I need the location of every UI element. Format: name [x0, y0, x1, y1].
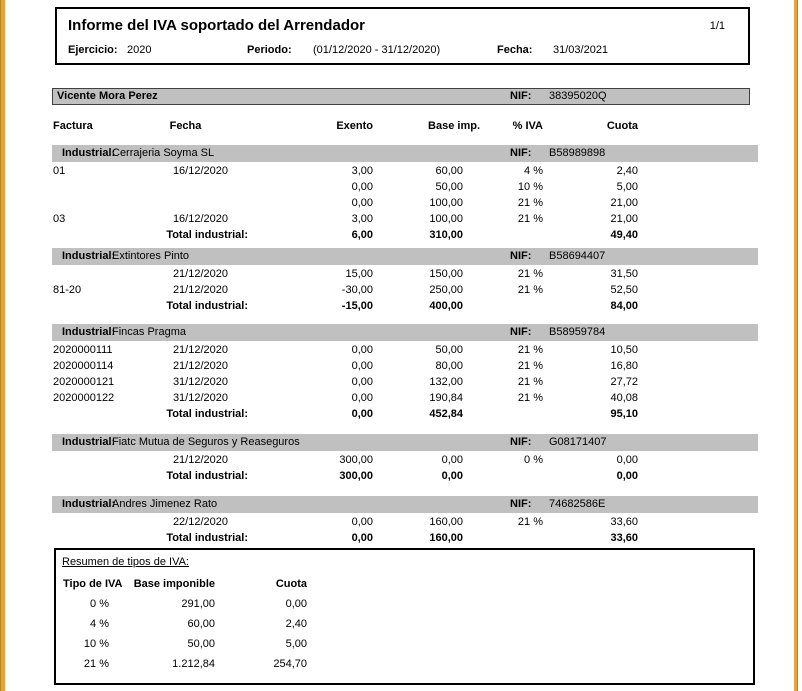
- cell-cuota: 5,00: [616, 181, 638, 193]
- cell-fecha: 31/12/2020: [172, 392, 228, 404]
- total-cuota: 49,40: [610, 229, 638, 241]
- fecha-value: 31/03/2021: [553, 44, 609, 56]
- section-header-bar: [52, 324, 758, 341]
- cell-exento: 0,00: [351, 360, 373, 372]
- ejercicio-value: 2020: [127, 44, 152, 56]
- section-rows: [53, 163, 758, 243]
- taxpayer-nif-label: NIF:: [510, 90, 532, 102]
- total-base-imp: 0,00: [441, 470, 463, 482]
- section-nif-value: 74682586E: [549, 498, 606, 510]
- cell-cuota: 21,00: [610, 197, 638, 209]
- total-label: Total industrial:: [166, 300, 248, 312]
- section-nif-label: NIF:: [510, 147, 532, 159]
- section-nif-value: B58989898: [549, 147, 606, 159]
- total-base-imp: 400,00: [429, 300, 463, 312]
- total-iva-empty: [463, 227, 543, 243]
- cell-base-imp: 132,00: [429, 376, 463, 388]
- cell-exento: 3,00: [351, 213, 373, 225]
- invoice-row: [53, 390, 638, 406]
- cell-base-imp: 100,00: [429, 213, 463, 225]
- cell-factura: [53, 179, 143, 195]
- summary-cell-base: 60,00: [187, 618, 215, 630]
- summary-header-base: Base imponible: [133, 578, 215, 590]
- summary-row: [63, 594, 307, 614]
- cell-factura: [53, 266, 143, 282]
- cell-factura: 81-20: [53, 284, 82, 296]
- cell-base-imp: 150,00: [429, 268, 463, 280]
- cell-iva: 21 %: [517, 344, 543, 356]
- invoice-row: [53, 342, 638, 358]
- summary-cell-cuota: 5,00: [285, 638, 307, 650]
- cell-cuota: 0,00: [616, 454, 638, 466]
- cell-base-imp: 160,00: [429, 516, 463, 528]
- summary-row: [63, 654, 307, 674]
- cell-iva: 21 %: [517, 392, 543, 404]
- cell-base-imp: 100,00: [429, 197, 463, 209]
- summary-cell-cuota: 254,70: [273, 658, 307, 670]
- cell-exento: 0,00: [351, 376, 373, 388]
- summary-cell-cuota: 0,00: [285, 598, 307, 610]
- total-base-imp: 160,00: [429, 532, 463, 544]
- section-company-name: Fincas Pragma: [112, 326, 186, 338]
- section-company-name: Andres Jimenez Rato: [112, 498, 218, 510]
- cell-cuota: 2,40: [616, 165, 638, 177]
- ejercicio-label: Ejercicio:: [68, 44, 118, 56]
- industrial-section: [52, 145, 758, 243]
- page-title: Informe del IVA soportado del Arrendador: [68, 17, 365, 34]
- cell-exento: 300,00: [339, 454, 373, 466]
- total-cuota: 95,10: [610, 408, 638, 420]
- column-header-row: [53, 118, 638, 134]
- cell-exento: 0,00: [351, 344, 373, 356]
- cell-iva: 21 %: [517, 516, 543, 528]
- section-company-name: Fiatc Mutua de Seguros y Reaseguros: [112, 436, 300, 448]
- total-base-imp: 310,00: [429, 229, 463, 241]
- cell-cuota: 27,72: [610, 376, 638, 388]
- cell-exento: 15,00: [345, 268, 373, 280]
- section-total-row: [53, 406, 638, 422]
- invoice-row: [53, 358, 638, 374]
- section-company-name: Cerrajeria Soyma SL: [112, 147, 215, 159]
- cell-iva: 21 %: [517, 376, 543, 388]
- section-nif-value: B58694407: [549, 250, 606, 262]
- summary-rows: [63, 594, 307, 674]
- cell-fecha: 16/12/2020: [172, 213, 228, 225]
- column-header-fecha: Fecha: [169, 120, 202, 132]
- section-type-label: Industrial:: [62, 498, 116, 510]
- section-header-bar: [52, 434, 758, 451]
- summary-cell-tipo: 0 %: [90, 598, 109, 610]
- column-header-exento: Exento: [336, 120, 373, 132]
- section-nif-label: NIF:: [510, 326, 532, 338]
- invoice-row: [53, 452, 638, 468]
- cell-factura: [53, 514, 143, 530]
- industrial-section: [52, 496, 758, 546]
- section-nif-label: NIF:: [510, 498, 532, 510]
- total-iva-empty: [463, 468, 543, 484]
- summary-cell-base: 291,00: [181, 598, 215, 610]
- cell-iva: 21 %: [517, 284, 543, 296]
- summary-cell-cuota: 2,40: [285, 618, 307, 630]
- section-rows: [53, 342, 758, 422]
- cell-iva: 21 %: [517, 360, 543, 372]
- section-nif-label: NIF:: [510, 436, 532, 448]
- section-header-bar: [52, 248, 758, 265]
- report-header-box: [55, 7, 750, 65]
- cell-fecha: 21/12/2020: [172, 454, 228, 466]
- total-exento: 0,00: [351, 408, 373, 420]
- section-type-label: Industrial:: [62, 436, 116, 448]
- section-total-row: [53, 227, 638, 243]
- summary-header-cuota: Cuota: [275, 578, 307, 590]
- header-fields: [57, 44, 748, 58]
- cell-base-imp: 190,84: [429, 392, 463, 404]
- cell-factura: 2020000121: [53, 376, 115, 388]
- section-nif-value: G08171407: [549, 436, 607, 448]
- cell-fecha: 21/12/2020: [172, 360, 228, 372]
- cell-fecha: 21/12/2020: [172, 284, 228, 296]
- industrial-section: [52, 324, 758, 422]
- cell-iva: 4 %: [524, 165, 543, 177]
- column-header-base-imp: Base imp.: [428, 120, 480, 132]
- section-company-name: Extintores Pinto: [112, 250, 190, 262]
- section-rows: [53, 514, 758, 546]
- invoice-row: [53, 211, 638, 227]
- column-header-iva: % IVA: [512, 120, 543, 132]
- total-iva-empty: [463, 530, 543, 546]
- summary-cell-tipo: 10 %: [83, 638, 109, 650]
- total-cuota: 84,00: [610, 300, 638, 312]
- fecha-label: Fecha:: [497, 44, 533, 56]
- cell-exento: 0,00: [351, 181, 373, 193]
- cell-fecha: 21/12/2020: [172, 344, 228, 356]
- cell-fecha: 22/12/2020: [172, 516, 228, 528]
- cell-factura: 2020000114: [53, 360, 114, 372]
- industrial-section: [52, 434, 758, 484]
- section-nif-label: NIF:: [510, 250, 532, 262]
- cell-exento: -30,00: [341, 284, 373, 296]
- section-type-label: Industrial:: [62, 326, 116, 338]
- invoice-row: [53, 282, 638, 298]
- section-rows: [53, 452, 758, 484]
- invoice-row: [53, 514, 638, 530]
- section-total-row: [53, 298, 638, 314]
- cell-factura: 2020000122: [53, 392, 115, 404]
- invoice-row: [53, 374, 638, 390]
- cell-iva: 10 %: [517, 181, 543, 193]
- section-rows: [53, 266, 758, 314]
- cell-fecha: 21/12/2020: [172, 268, 228, 280]
- summary-cell-base: 50,00: [187, 638, 215, 650]
- invoice-row: [53, 195, 638, 211]
- section-total-row: [53, 468, 638, 484]
- total-exento: 300,00: [339, 470, 373, 482]
- section-total-row: [53, 530, 638, 546]
- summary-title: Resumen de tipos de IVA:: [62, 556, 189, 568]
- cell-cuota: 10,50: [610, 344, 638, 356]
- summary-cell-base: 1.212,84: [172, 658, 215, 670]
- cell-fecha: 16/12/2020: [172, 165, 228, 177]
- cell-exento: 3,00: [351, 165, 373, 177]
- cell-base-imp: 250,00: [429, 284, 463, 296]
- total-exento: 0,00: [351, 532, 373, 544]
- cell-iva: 0 %: [524, 454, 543, 466]
- summary-cell-tipo: 4 %: [90, 618, 109, 630]
- section-type-label: Industrial:: [62, 250, 116, 262]
- cell-fecha: [143, 179, 228, 195]
- summary-header-row: [63, 575, 307, 594]
- total-cuota: 0,00: [616, 470, 638, 482]
- total-iva-empty: [463, 298, 543, 314]
- cell-base-imp: 0,00: [441, 454, 463, 466]
- total-exento: 6,00: [351, 229, 373, 241]
- window-frame-right: [794, 0, 798, 691]
- cell-fecha: [143, 195, 228, 211]
- cell-cuota: 16,80: [610, 360, 638, 372]
- section-header-bar: [52, 145, 758, 162]
- total-label: Total industrial:: [166, 470, 248, 482]
- cell-base-imp: 50,00: [435, 181, 463, 193]
- invoice-row: [53, 179, 638, 195]
- total-cuota: 33,60: [610, 532, 638, 544]
- section-type-label: Industrial:: [62, 147, 116, 159]
- cell-fecha: 31/12/2020: [172, 376, 228, 388]
- cell-iva: 21 %: [517, 268, 543, 280]
- taxpayer-nif-value: 38395020Q: [549, 90, 607, 102]
- cell-factura: 2020000111: [53, 344, 113, 356]
- column-header-factura: Factura: [53, 120, 93, 132]
- cell-factura: [53, 195, 143, 211]
- cell-exento: 0,00: [351, 392, 373, 404]
- total-label: Total industrial:: [166, 229, 248, 241]
- summary-header-tipo: Tipo de IVA: [63, 578, 123, 590]
- cell-cuota: 21,00: [610, 213, 638, 225]
- summary-row: [63, 634, 307, 654]
- total-label: Total industrial:: [166, 532, 248, 544]
- page-number: 1/1: [709, 20, 725, 32]
- cell-base-imp: 60,00: [435, 165, 463, 177]
- total-label: Total industrial:: [166, 408, 248, 420]
- total-base-imp: 452,84: [429, 408, 463, 420]
- cell-factura: [53, 452, 143, 468]
- cell-factura: 03: [53, 213, 66, 225]
- section-nif-value: B58959784: [549, 326, 606, 338]
- cell-base-imp: 50,00: [435, 344, 463, 356]
- summary-cell-tipo: 21 %: [83, 658, 109, 670]
- cell-cuota: 52,50: [610, 284, 638, 296]
- summary-table: [63, 575, 307, 674]
- column-header-cuota: Cuota: [606, 120, 638, 132]
- cell-iva: 21 %: [517, 213, 543, 225]
- total-exento: -15,00: [341, 300, 373, 312]
- cell-iva: 21 %: [517, 197, 543, 209]
- iva-summary-box: [54, 548, 755, 685]
- cell-base-imp: 80,00: [435, 360, 463, 372]
- cell-cuota: 31,50: [610, 268, 638, 280]
- cell-cuota: 33,60: [610, 516, 638, 528]
- total-iva-empty: [463, 406, 543, 422]
- section-header-bar: [52, 496, 758, 513]
- cell-factura: 01: [53, 165, 66, 177]
- cell-cuota: 40,08: [610, 392, 638, 404]
- industrial-section: [52, 248, 758, 314]
- periodo-value: (01/12/2020 - 31/12/2020): [313, 44, 441, 56]
- summary-row: [63, 614, 307, 634]
- invoice-row: [53, 163, 638, 179]
- taxpayer-bar: [52, 88, 750, 105]
- cell-exento: 0,00: [351, 516, 373, 528]
- taxpayer-name: Vicente Mora Perez: [57, 90, 158, 102]
- cell-exento: 0,00: [351, 197, 373, 209]
- invoice-row: [53, 266, 638, 282]
- window-frame-left: [0, 0, 5, 691]
- periodo-label: Periodo:: [247, 44, 292, 56]
